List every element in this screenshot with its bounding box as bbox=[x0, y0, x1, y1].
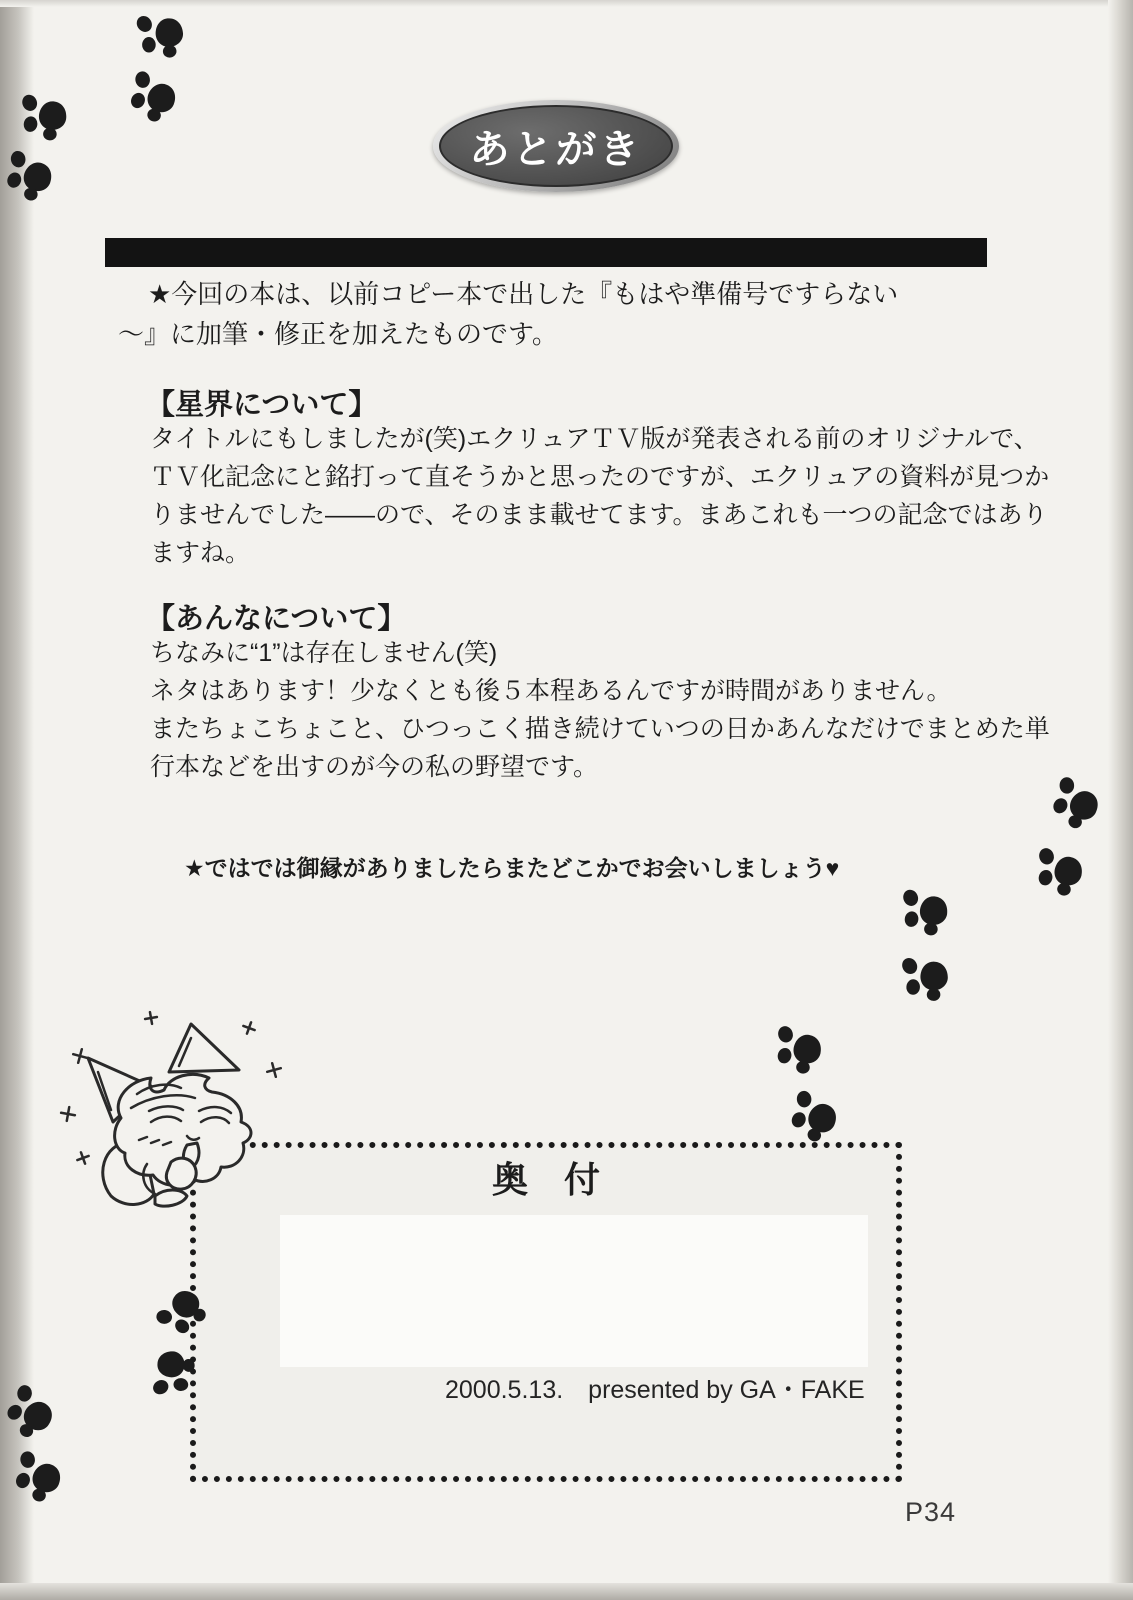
paw-print-icon bbox=[0, 137, 68, 207]
intro-line: ★今回の本は、以前コピー本で出した『もはや準備号ですらない bbox=[148, 279, 899, 309]
body-line: りませんでした――ので、そのまま載せてます。まあこれも一つの記念ではあり bbox=[150, 501, 1048, 529]
intro-paragraph bbox=[118, 274, 898, 354]
paw-print-icon bbox=[781, 1076, 855, 1150]
closing-line: ★ではでは御縁がありましたらまたどこかでお会いしましょう♥ bbox=[184, 855, 840, 881]
colophon-blank-area bbox=[280, 1215, 868, 1367]
paw-print-icon bbox=[6, 1437, 78, 1509]
paw-print-icon bbox=[121, 57, 193, 129]
page-number: P34 bbox=[905, 1497, 957, 1527]
paw-print-icon bbox=[891, 936, 965, 1010]
divider-bar bbox=[105, 238, 987, 267]
section-body-anna bbox=[150, 634, 1050, 786]
paw-print-icon bbox=[1042, 762, 1118, 838]
body-line: ＴＶ化記念にと銘打って直そうかと思ったのですが、エクリュアの資料が見つか bbox=[150, 463, 1050, 491]
section-heading-seikai: 【星界について】 bbox=[146, 389, 378, 421]
section-heading-anna: 【あんなについて】 bbox=[146, 603, 407, 635]
paw-print-icon bbox=[894, 873, 961, 940]
paw-print-icon bbox=[1032, 836, 1094, 898]
paw-print-icon bbox=[13, 78, 80, 145]
body-line: ますね。 bbox=[150, 539, 251, 567]
colophon-date-line: 2000.5.13. presented by GA・FAKE bbox=[445, 1376, 865, 1404]
body-line: 行本などを出すのが今の私の野望です。 bbox=[150, 753, 599, 781]
colophon-box bbox=[190, 1142, 902, 1482]
body-line: ネタはあります！少なくとも後５本程あるんですが時間がありません。 bbox=[150, 677, 952, 705]
afterword-badge-label: あとがき bbox=[468, 127, 643, 172]
paw-print-icon bbox=[771, 1014, 833, 1076]
fox-character-illustration bbox=[50, 1010, 292, 1215]
intro-line: ～』に加筆・修正を加えたものです。 bbox=[118, 319, 558, 349]
body-line: タイトルにもしましたが(笑)エクリュアＴＶ版が発表される前のオリジナルで、 bbox=[150, 425, 1039, 453]
scan-edge-bottom bbox=[0, 1583, 1133, 1600]
fox-paw bbox=[166, 1158, 196, 1189]
colophon-title: 奥 付 bbox=[491, 1159, 600, 1200]
paw-print-icon bbox=[134, 1336, 202, 1404]
body-line: ちなみに“1”は存在しません(笑) bbox=[150, 639, 498, 667]
section-body-seikai bbox=[150, 420, 1049, 572]
afterword-badge-plate bbox=[439, 105, 673, 187]
afterword-badge bbox=[433, 100, 679, 192]
scan-edge-left bbox=[0, 0, 34, 1600]
fox-foot bbox=[155, 1190, 187, 1206]
body-line: またちょこちょこと、ひつっこく描き続けていつの日かあんなだけでまとめた単 bbox=[150, 715, 1050, 743]
